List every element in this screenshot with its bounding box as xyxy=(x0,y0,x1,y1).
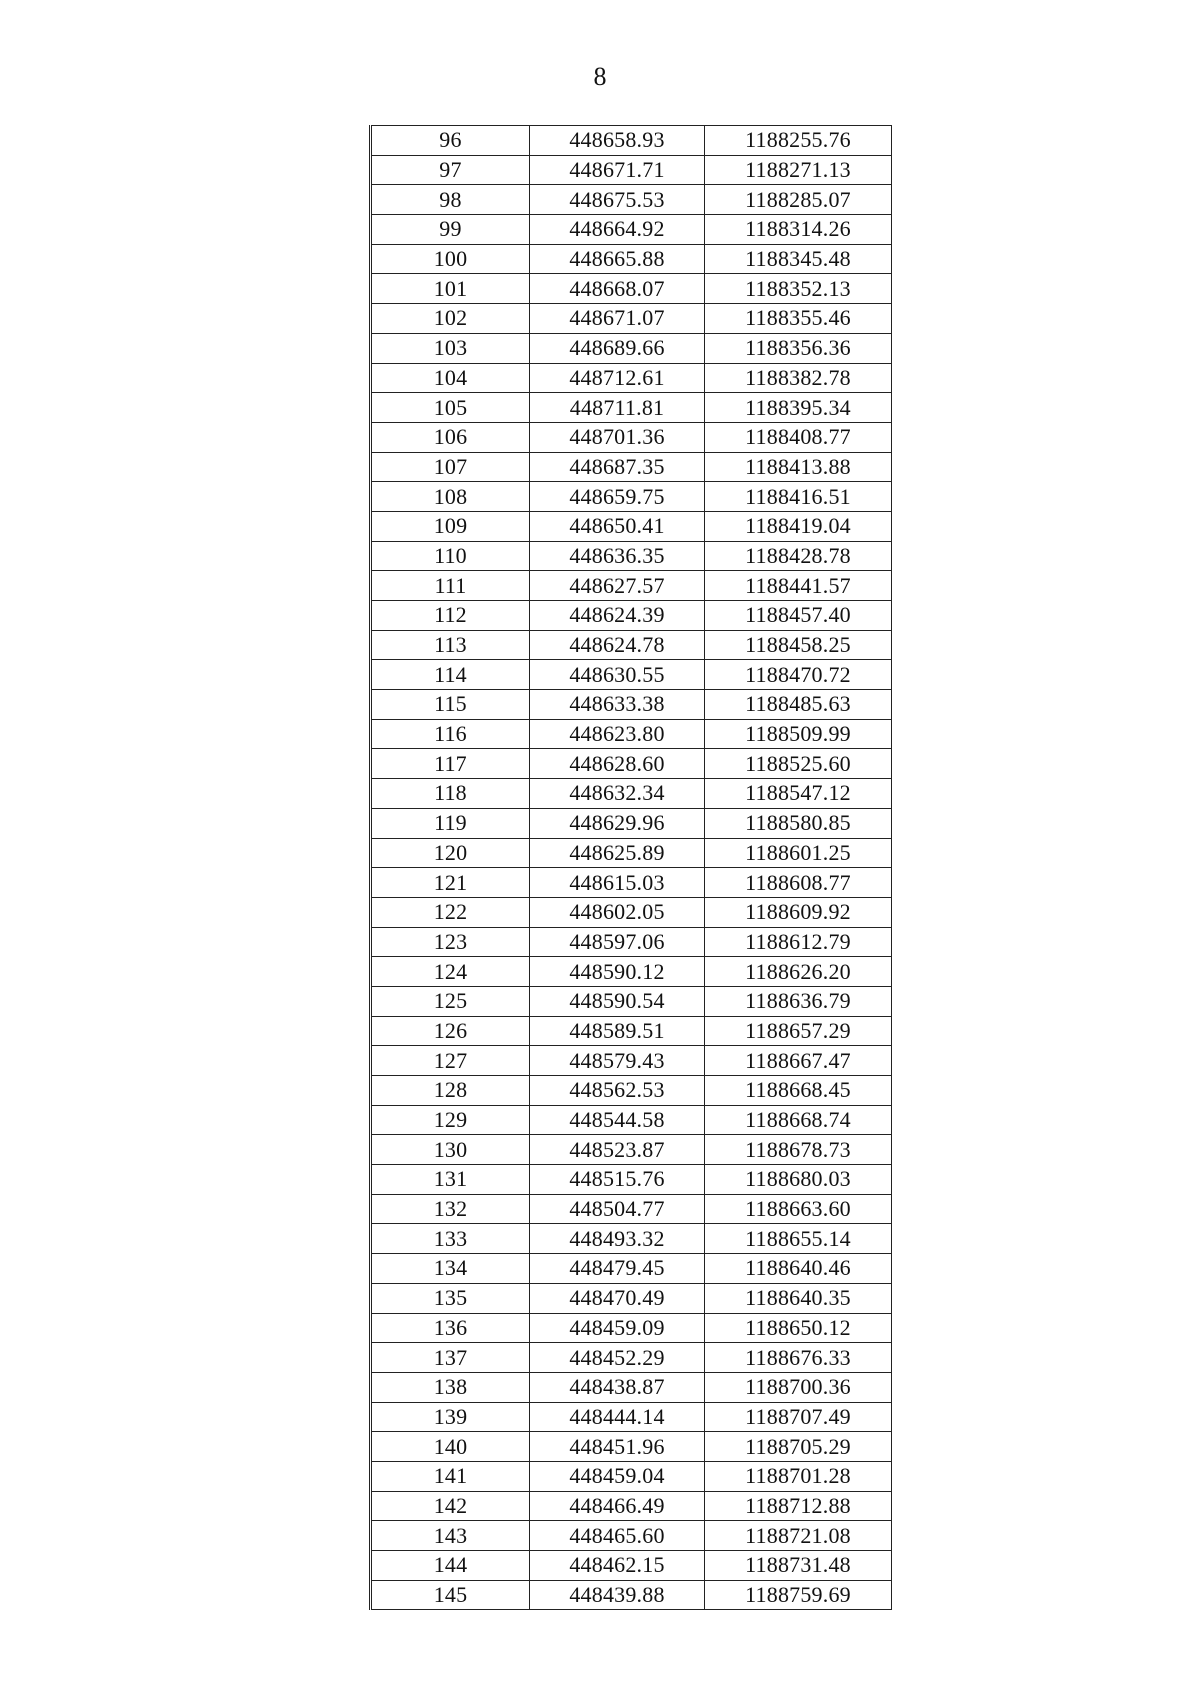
y-coordinate-cell: 1188731.48 xyxy=(705,1551,892,1581)
table-row xyxy=(371,1165,892,1195)
table-row xyxy=(371,304,892,334)
y-coordinate-cell: 1188609.92 xyxy=(705,897,892,927)
y-coordinate-cell: 1188636.79 xyxy=(705,986,892,1016)
point-number-cell: 129 xyxy=(371,1105,530,1135)
x-coordinate-cell: 448624.39 xyxy=(530,601,705,631)
table-row xyxy=(371,393,892,423)
point-number-cell: 142 xyxy=(371,1491,530,1521)
table-row xyxy=(371,333,892,363)
y-coordinate-cell: 1188352.13 xyxy=(705,274,892,304)
y-coordinate-cell: 1188657.29 xyxy=(705,1016,892,1046)
x-coordinate-cell: 448451.96 xyxy=(530,1432,705,1462)
table-row xyxy=(371,363,892,393)
x-coordinate-cell: 448711.81 xyxy=(530,393,705,423)
table-row xyxy=(371,452,892,482)
table-row xyxy=(371,571,892,601)
point-number-cell: 108 xyxy=(371,482,530,512)
x-coordinate-cell: 448701.36 xyxy=(530,422,705,452)
table-row xyxy=(371,511,892,541)
y-coordinate-cell: 1188626.20 xyxy=(705,957,892,987)
y-coordinate-cell: 1188355.46 xyxy=(705,304,892,334)
point-number-cell: 117 xyxy=(371,749,530,779)
x-coordinate-cell: 448438.87 xyxy=(530,1372,705,1402)
point-number-cell: 107 xyxy=(371,452,530,482)
table-row xyxy=(371,897,892,927)
point-number-cell: 100 xyxy=(371,244,530,274)
x-coordinate-cell: 448470.49 xyxy=(530,1283,705,1313)
point-number-cell: 134 xyxy=(371,1254,530,1284)
table-row xyxy=(371,1224,892,1254)
table-row xyxy=(371,660,892,690)
table-row xyxy=(371,482,892,512)
table-row xyxy=(371,1313,892,1343)
x-coordinate-cell: 448625.89 xyxy=(530,838,705,868)
y-coordinate-cell: 1188705.29 xyxy=(705,1432,892,1462)
table-row xyxy=(371,779,892,809)
point-number-cell: 126 xyxy=(371,1016,530,1046)
y-coordinate-cell: 1188667.47 xyxy=(705,1046,892,1076)
table-row xyxy=(371,1254,892,1284)
x-coordinate-cell: 448459.04 xyxy=(530,1461,705,1491)
y-coordinate-cell: 1188509.99 xyxy=(705,719,892,749)
table-row xyxy=(371,601,892,631)
y-coordinate-cell: 1188395.34 xyxy=(705,393,892,423)
x-coordinate-cell: 448636.35 xyxy=(530,541,705,571)
x-coordinate-cell: 448602.05 xyxy=(530,897,705,927)
coordinates-table xyxy=(369,125,892,1610)
point-number-cell: 99 xyxy=(371,215,530,245)
table-row xyxy=(371,1521,892,1551)
table-row xyxy=(371,957,892,987)
table-row xyxy=(371,690,892,720)
y-coordinate-cell: 1188678.73 xyxy=(705,1135,892,1165)
point-number-cell: 123 xyxy=(371,927,530,957)
x-coordinate-cell: 448671.71 xyxy=(530,155,705,185)
x-coordinate-cell: 448675.53 xyxy=(530,185,705,215)
table-row xyxy=(371,719,892,749)
table-row xyxy=(371,1076,892,1106)
x-coordinate-cell: 448462.15 xyxy=(530,1551,705,1581)
y-coordinate-cell: 1188601.25 xyxy=(705,838,892,868)
x-coordinate-cell: 448465.60 xyxy=(530,1521,705,1551)
y-coordinate-cell: 1188680.03 xyxy=(705,1165,892,1195)
table-row xyxy=(371,422,892,452)
point-number-cell: 140 xyxy=(371,1432,530,1462)
point-number-cell: 104 xyxy=(371,363,530,393)
x-coordinate-cell: 448632.34 xyxy=(530,779,705,809)
point-number-cell: 144 xyxy=(371,1551,530,1581)
table-row xyxy=(371,244,892,274)
y-coordinate-cell: 1188525.60 xyxy=(705,749,892,779)
x-coordinate-cell: 448466.49 xyxy=(530,1491,705,1521)
y-coordinate-cell: 1188721.08 xyxy=(705,1521,892,1551)
x-coordinate-cell: 448459.09 xyxy=(530,1313,705,1343)
table-row xyxy=(371,1491,892,1521)
point-number-cell: 131 xyxy=(371,1165,530,1195)
point-number-cell: 110 xyxy=(371,541,530,571)
coordinates-table-body xyxy=(371,126,892,1610)
y-coordinate-cell: 1188382.78 xyxy=(705,363,892,393)
table-row xyxy=(371,868,892,898)
table-row xyxy=(371,1046,892,1076)
x-coordinate-cell: 448650.41 xyxy=(530,511,705,541)
x-coordinate-cell: 448590.12 xyxy=(530,957,705,987)
point-number-cell: 136 xyxy=(371,1313,530,1343)
y-coordinate-cell: 1188470.72 xyxy=(705,660,892,690)
x-coordinate-cell: 448629.96 xyxy=(530,808,705,838)
point-number-cell: 141 xyxy=(371,1461,530,1491)
y-coordinate-cell: 1188408.77 xyxy=(705,422,892,452)
table-row xyxy=(371,1372,892,1402)
table-row xyxy=(371,630,892,660)
y-coordinate-cell: 1188580.85 xyxy=(705,808,892,838)
y-coordinate-cell: 1188428.78 xyxy=(705,541,892,571)
point-number-cell: 128 xyxy=(371,1076,530,1106)
table-row xyxy=(371,541,892,571)
point-number-cell: 116 xyxy=(371,719,530,749)
x-coordinate-cell: 448523.87 xyxy=(530,1135,705,1165)
x-coordinate-cell: 448579.43 xyxy=(530,1046,705,1076)
table-row xyxy=(371,1402,892,1432)
table-row xyxy=(371,1461,892,1491)
x-coordinate-cell: 448515.76 xyxy=(530,1165,705,1195)
point-number-cell: 135 xyxy=(371,1283,530,1313)
y-coordinate-cell: 1188640.46 xyxy=(705,1254,892,1284)
table-row xyxy=(371,1194,892,1224)
y-coordinate-cell: 1188345.48 xyxy=(705,244,892,274)
table-row xyxy=(371,155,892,185)
point-number-cell: 105 xyxy=(371,393,530,423)
point-number-cell: 98 xyxy=(371,185,530,215)
x-coordinate-cell: 448712.61 xyxy=(530,363,705,393)
point-number-cell: 127 xyxy=(371,1046,530,1076)
point-number-cell: 120 xyxy=(371,838,530,868)
point-number-cell: 124 xyxy=(371,957,530,987)
y-coordinate-cell: 1188612.79 xyxy=(705,927,892,957)
table-row xyxy=(371,215,892,245)
x-coordinate-cell: 448597.06 xyxy=(530,927,705,957)
x-coordinate-cell: 448627.57 xyxy=(530,571,705,601)
point-number-cell: 143 xyxy=(371,1521,530,1551)
x-coordinate-cell: 448590.54 xyxy=(530,986,705,1016)
x-coordinate-cell: 448671.07 xyxy=(530,304,705,334)
table-row xyxy=(371,1016,892,1046)
point-number-cell: 122 xyxy=(371,897,530,927)
y-coordinate-cell: 1188701.28 xyxy=(705,1461,892,1491)
point-number-cell: 113 xyxy=(371,630,530,660)
table-row xyxy=(371,838,892,868)
table-row xyxy=(371,1551,892,1581)
point-number-cell: 132 xyxy=(371,1194,530,1224)
x-coordinate-cell: 448615.03 xyxy=(530,868,705,898)
table-row xyxy=(371,1283,892,1313)
y-coordinate-cell: 1188707.49 xyxy=(705,1402,892,1432)
x-coordinate-cell: 448689.66 xyxy=(530,333,705,363)
y-coordinate-cell: 1188663.60 xyxy=(705,1194,892,1224)
y-coordinate-cell: 1188640.35 xyxy=(705,1283,892,1313)
y-coordinate-cell: 1188668.45 xyxy=(705,1076,892,1106)
point-number-cell: 106 xyxy=(371,422,530,452)
y-coordinate-cell: 1188413.88 xyxy=(705,452,892,482)
point-number-cell: 121 xyxy=(371,868,530,898)
point-number-cell: 118 xyxy=(371,779,530,809)
x-coordinate-cell: 448628.60 xyxy=(530,749,705,779)
y-coordinate-cell: 1188676.33 xyxy=(705,1343,892,1373)
table-row xyxy=(371,1343,892,1373)
point-number-cell: 114 xyxy=(371,660,530,690)
point-number-cell: 109 xyxy=(371,511,530,541)
x-coordinate-cell: 448444.14 xyxy=(530,1402,705,1432)
x-coordinate-cell: 448504.77 xyxy=(530,1194,705,1224)
page-number: 8 xyxy=(593,62,607,91)
point-number-cell: 125 xyxy=(371,986,530,1016)
table-row xyxy=(371,808,892,838)
y-coordinate-cell: 1188419.04 xyxy=(705,511,892,541)
y-coordinate-cell: 1188441.57 xyxy=(705,571,892,601)
x-coordinate-cell: 448659.75 xyxy=(530,482,705,512)
x-coordinate-cell: 448439.88 xyxy=(530,1580,705,1610)
point-number-cell: 97 xyxy=(371,155,530,185)
table-row xyxy=(371,986,892,1016)
table-row xyxy=(371,927,892,957)
y-coordinate-cell: 1188712.88 xyxy=(705,1491,892,1521)
table-row xyxy=(371,126,892,156)
point-number-cell: 133 xyxy=(371,1224,530,1254)
x-coordinate-cell: 448668.07 xyxy=(530,274,705,304)
x-coordinate-cell: 448630.55 xyxy=(530,660,705,690)
point-number-cell: 119 xyxy=(371,808,530,838)
table-row xyxy=(371,1432,892,1462)
x-coordinate-cell: 448479.45 xyxy=(530,1254,705,1284)
y-coordinate-cell: 1188416.51 xyxy=(705,482,892,512)
x-coordinate-cell: 448452.29 xyxy=(530,1343,705,1373)
y-coordinate-cell: 1188608.77 xyxy=(705,868,892,898)
point-number-cell: 101 xyxy=(371,274,530,304)
table-row xyxy=(371,274,892,304)
point-number-cell: 115 xyxy=(371,690,530,720)
x-coordinate-cell: 448633.38 xyxy=(530,690,705,720)
y-coordinate-cell: 1188655.14 xyxy=(705,1224,892,1254)
y-coordinate-cell: 1188457.40 xyxy=(705,601,892,631)
y-coordinate-cell: 1188356.36 xyxy=(705,333,892,363)
y-coordinate-cell: 1188759.69 xyxy=(705,1580,892,1610)
y-coordinate-cell: 1188285.07 xyxy=(705,185,892,215)
y-coordinate-cell: 1188458.25 xyxy=(705,630,892,660)
x-coordinate-cell: 448589.51 xyxy=(530,1016,705,1046)
x-coordinate-cell: 448658.93 xyxy=(530,126,705,156)
x-coordinate-cell: 448562.53 xyxy=(530,1076,705,1106)
y-coordinate-cell: 1188668.74 xyxy=(705,1105,892,1135)
y-coordinate-cell: 1188485.63 xyxy=(705,690,892,720)
x-coordinate-cell: 448623.80 xyxy=(530,719,705,749)
y-coordinate-cell: 1188255.76 xyxy=(705,126,892,156)
point-number-cell: 103 xyxy=(371,333,530,363)
x-coordinate-cell: 448665.88 xyxy=(530,244,705,274)
point-number-cell: 111 xyxy=(371,571,530,601)
x-coordinate-cell: 448664.92 xyxy=(530,215,705,245)
x-coordinate-cell: 448493.32 xyxy=(530,1224,705,1254)
point-number-cell: 145 xyxy=(371,1580,530,1610)
x-coordinate-cell: 448544.58 xyxy=(530,1105,705,1135)
table-row xyxy=(371,185,892,215)
point-number-cell: 137 xyxy=(371,1343,530,1373)
point-number-cell: 96 xyxy=(371,126,530,156)
y-coordinate-cell: 1188314.26 xyxy=(705,215,892,245)
point-number-cell: 130 xyxy=(371,1135,530,1165)
x-coordinate-cell: 448624.78 xyxy=(530,630,705,660)
y-coordinate-cell: 1188650.12 xyxy=(705,1313,892,1343)
x-coordinate-cell: 448687.35 xyxy=(530,452,705,482)
y-coordinate-cell: 1188547.12 xyxy=(705,779,892,809)
point-number-cell: 139 xyxy=(371,1402,530,1432)
table-row xyxy=(371,1580,892,1610)
table-row xyxy=(371,1135,892,1165)
y-coordinate-cell: 1188700.36 xyxy=(705,1372,892,1402)
point-number-cell: 138 xyxy=(371,1372,530,1402)
table-row xyxy=(371,749,892,779)
table-row xyxy=(371,1105,892,1135)
y-coordinate-cell: 1188271.13 xyxy=(705,155,892,185)
point-number-cell: 102 xyxy=(371,304,530,334)
point-number-cell: 112 xyxy=(371,601,530,631)
